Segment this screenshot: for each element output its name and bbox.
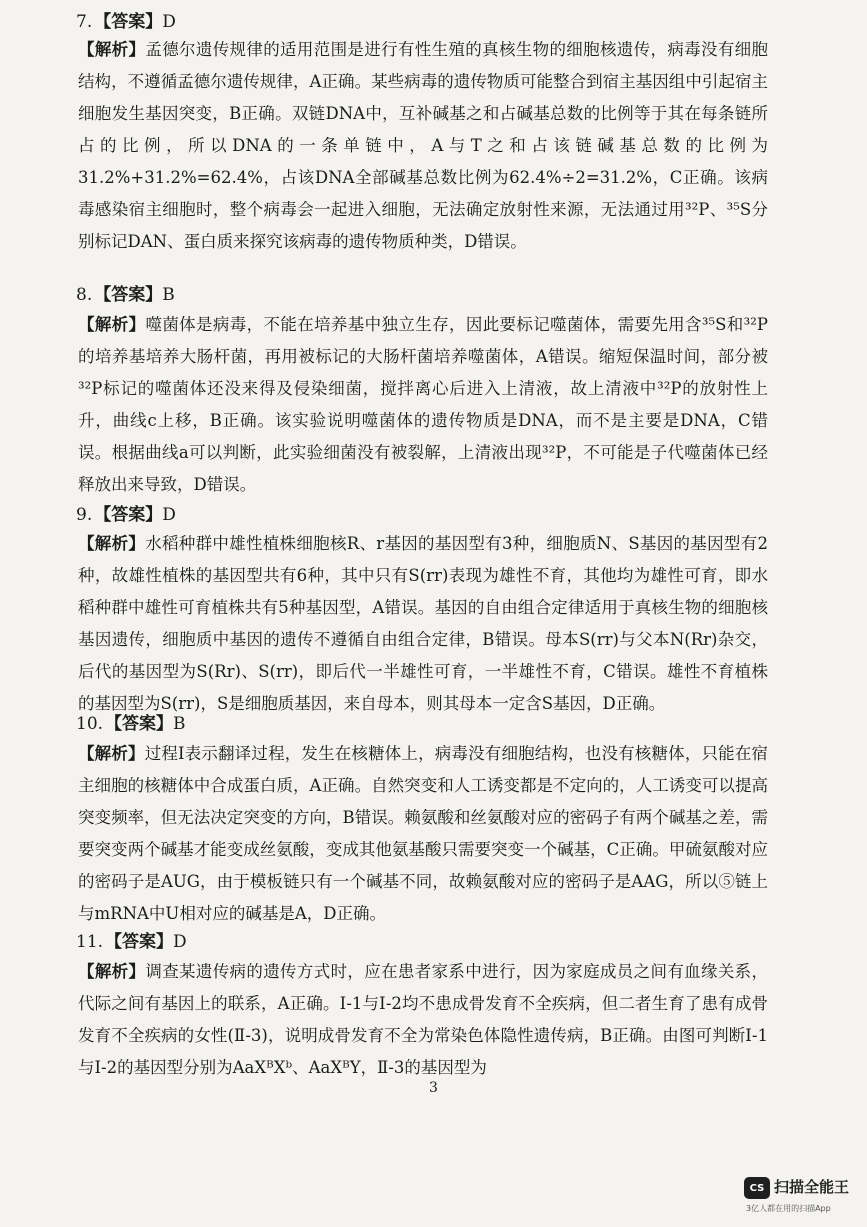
scanner-watermark <box>744 1175 864 1219</box>
question-8-answer <box>76 285 175 305</box>
answer-value: D <box>162 12 176 32</box>
question-8-explanation <box>78 309 768 501</box>
question-number: 7. <box>76 12 93 32</box>
answer-value: D <box>162 505 176 525</box>
question-number: 11. <box>76 932 104 952</box>
explanation-label: 【解析】 <box>78 40 146 59</box>
page-number: 3 <box>429 1080 438 1096</box>
answer-label: 【答案】 <box>105 932 174 952</box>
question-number: 9. <box>76 505 93 525</box>
question-7-explanation <box>78 34 768 258</box>
question-11-explanation <box>78 956 768 1084</box>
explanation-text: 过程Ⅰ表示翻译过程，发生在核糖体上，病毒没有细胞结构，也没有核糖体，只能在宿主细胞的核糖体中合成蛋白质，A正确。自然突变和人工诱变都是不定向的，人工诱变可以提高突变频率，但无法决定突变的方向，B错误。赖氨酸和丝氨酸对应的密码子有两个碱基之差，需要突变两个碱基才能变成丝氨酸，变成其他氨基酸只需要突变一个碱基，C正确。甲硫氨酸对应的密码子是AUG，由于模板链只有一个碱基不同，故赖氨酸对应的密码子是AAG，所以⑤链上与mRNA中U相对应的碱基是A，D正确。 <box>78 744 768 923</box>
explanation-text: 孟德尔遗传规律的适用范围是进行有性生殖的真核生物的细胞核遗传，病毒没有细胞结构，不遵循孟德尔遗传规律，A正确。某些病毒的遗传物质可能整合到宿主基因组中引起宿主细胞发生基因突变，B正确。双链DNA中，互补碱基之和占碱基总数的比例等于其在每条链所占的比例，所以DNA的一条单链中，A与T之和占该链碱基总数的比例为31.2%+31.2%=62.4%，占该DNA全部碱基总数比例为62.4%÷2=31.2%，C正确。该病毒感染宿主细胞时，整个病毒会一起进入细胞，无法确定放射性来源，无法通过用³²P、³⁵S分别标记DAN、蛋白质来探究该病毒的遗传物质种类，D错误。 <box>78 40 769 251</box>
answer-value: B <box>162 285 175 305</box>
answer-label: 【答案】 <box>94 505 163 525</box>
question-10-answer <box>76 714 186 734</box>
answer-label: 【答案】 <box>94 285 163 305</box>
watermark-app-name: 扫描全能王 <box>774 1178 850 1196</box>
camscanner-logo-icon: CS <box>744 1177 770 1199</box>
question-number: 8. <box>76 285 93 305</box>
question-9-explanation <box>78 528 768 720</box>
explanation-label: 【解析】 <box>78 315 146 334</box>
question-10-explanation <box>78 738 768 930</box>
question-9-answer <box>76 505 176 525</box>
watermark-tagline: 3亿人都在用的扫描App <box>746 1204 831 1213</box>
question-7-answer <box>76 12 176 32</box>
explanation-text: 水稻种群中雄性植株细胞核R、r基因的基因型有3种，细胞质N、S基因的基因型有2种，故雄性植株的基因型共有6种，其中只有S(rr)表现为雄性不育，其他均为雄性可育，即水稻种群中雄性可育植株共有5种基因型，A错误。基因的自由组合定律适用于真核生物的细胞核基因遗传，细胞质中基因的遗传不遵循自由组合定律，B错误。母本S(rr)与父本N(Rr)杂交，后代的基因型为S(Rr)、S(rr)，即后代一半雄性可育，一半雄性不育，C错误。雄性不育植株的基因型为S(rr)，S是细胞质基因，来自母本，则其母本一定含S基因，D正确。 <box>78 534 768 713</box>
answer-value: B <box>173 714 186 734</box>
explanation-text: 噬菌体是病毒，不能在培养基中独立生存，因此要标记噬菌体，需要先用含³⁵S和³²P的培养基培养大肠杆菌，再用被标记的大肠杆菌培养噬菌体，A错误。缩短保温时间，部分被³²P标记的噬菌体还没来得及侵染细菌，搅拌离心后进入上清液，故上清液中³²P的放射性上升，曲线c上移，B正确。该实验说明噬菌体的遗传物质是DNA，而不是主要是DNA，C错误。根据曲线a可以判断，此实验细菌没有被裂解，上清液出现³²P，不可能是子代噬菌体已经释放出来导致，D错误。 <box>78 315 768 494</box>
answer-label: 【答案】 <box>105 714 174 734</box>
answer-value: D <box>173 932 187 952</box>
explanation-text: 调查某遗传病的遗传方式时，应在患者家系中进行，因为家庭成员之间有血缘关系，代际之间有基因上的联系，A正确。Ⅰ-1与Ⅰ-2均不患成骨发育不全疾病，但二者生育了患有成骨发育不全疾病的女性(Ⅱ-3)，说明成骨发育不全为常染色体隐性遗传病，B正确。由图可判断Ⅰ-1与Ⅰ-2的基因型分别为AaXᴮXᵇ、AaXᴮY，Ⅱ-3的基因型为 <box>78 962 769 1077</box>
answer-label: 【答案】 <box>94 12 163 32</box>
explanation-label: 【解析】 <box>78 534 146 553</box>
explanation-label: 【解析】 <box>78 962 146 981</box>
question-11-answer <box>76 932 187 952</box>
explanation-label: 【解析】 <box>78 744 145 763</box>
question-number: 10. <box>76 714 104 734</box>
